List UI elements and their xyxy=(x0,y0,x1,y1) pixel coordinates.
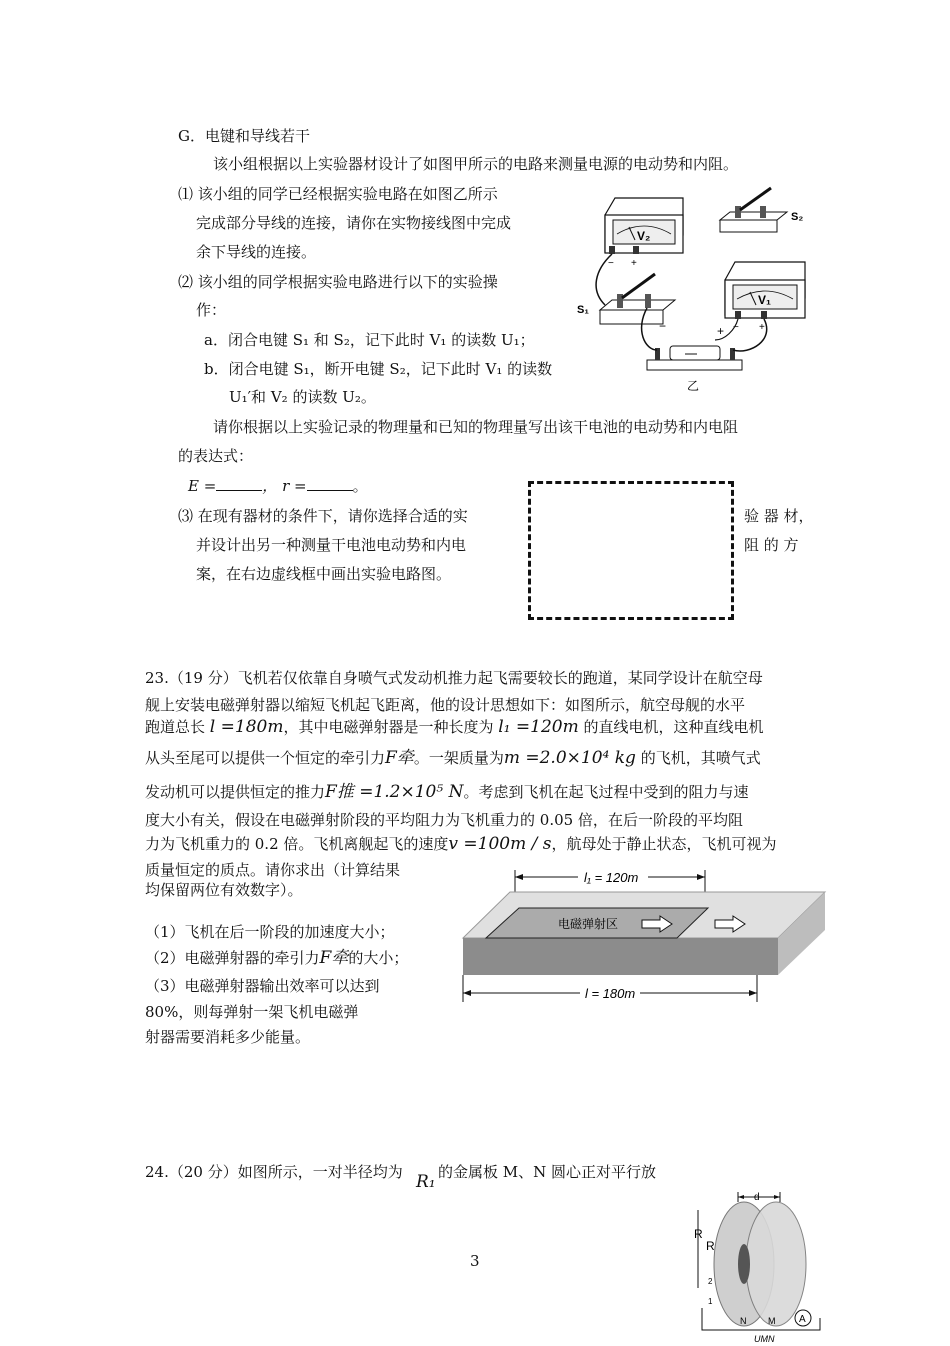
q23-line2: 舰上安装电磁弹射器以缩短飞机起飞距离，他的设计思想如下：如图所示，航空母舰的水平 xyxy=(145,696,746,714)
parallel-plates-figure xyxy=(690,1188,830,1346)
q23-sub2-c: 的大小； xyxy=(348,949,409,967)
q23-line4-c: 。一架质量为 xyxy=(413,749,504,767)
voltage-umn-label: UMN xyxy=(754,1334,775,1344)
battery-minus: − xyxy=(659,319,667,333)
q23-line7-c: ，航母处于静止状态，飞机可视为 xyxy=(551,835,777,853)
q23-line3-e: 的直线电机，这种直线电机 xyxy=(583,718,764,736)
q24-line1-a: 24.（20 分）如图所示，一对半径均为 xyxy=(145,1163,403,1181)
q22-part2-line1: ⑵ 该小组的同学根据实验电路进行以下的实验操 xyxy=(178,273,498,291)
q22-part3-line2: 并设计出另一种测量干电池电动势和内电 xyxy=(196,536,467,554)
radius-label-r: R xyxy=(694,1227,703,1241)
q23-line5-a: 发动机可以提供恒定的推力 xyxy=(145,783,326,801)
q23-line4-a: 从头至尾可以提供一个恒定的牵引力 xyxy=(145,749,386,767)
s1-label: S₁ xyxy=(577,304,589,316)
plate-n-label: N xyxy=(740,1316,747,1326)
q23-sub3-line2: 80%，则每弹射一架飞机电磁弹 xyxy=(145,1003,359,1021)
q22-part3-line1-tail: 验 器 材， xyxy=(744,507,814,525)
q22-part3-line2-tail: 阻 的 方 xyxy=(744,536,799,554)
gap-d-label: d xyxy=(754,1192,760,1203)
q23-sub2-a: （2）电磁弹射器的牵引力 xyxy=(145,949,320,967)
ammeter-label: A xyxy=(799,1314,806,1325)
traction-force-symbol-2: F牵 xyxy=(319,948,349,968)
answer-line-e-r xyxy=(188,476,368,496)
q22-part1-line2: 完成部分导线的连接，请你在实物接线图中完成 xyxy=(196,214,512,232)
q23-line3 xyxy=(145,715,764,739)
q23-line4 xyxy=(145,746,761,770)
q23-line3-c: ，其中电磁弹射器是一种长度为 xyxy=(283,718,494,736)
q24-line1 xyxy=(145,1160,403,1184)
ejection-zone-label: 电磁弹射区 xyxy=(558,917,619,931)
q22-part3-line1: ⑶ 在现有器材的条件下，请你选择合适的实 xyxy=(178,507,468,525)
switch-s1 xyxy=(577,274,675,324)
v2-label: V₂ xyxy=(637,229,651,243)
thrust-formula: F推 =1.2×10⁵ N xyxy=(325,782,464,802)
page-number: 3 xyxy=(470,1252,480,1270)
subscript-1: 1 xyxy=(708,1297,713,1306)
q22-part1-line3: 余下导线的连接。 xyxy=(196,243,317,261)
q23-sub1: （1）飞机在后一阶段的加速度大小； xyxy=(145,923,395,941)
q23-line7 xyxy=(145,832,777,856)
ejector-length-label: l₁ = 120m xyxy=(584,870,639,885)
r-blank[interactable] xyxy=(307,476,353,491)
runway-figure xyxy=(460,860,830,1005)
end-mark: 。 xyxy=(352,477,368,495)
q23-sub3-line1: （3）电磁弹射器输出效率可以达到 xyxy=(145,977,380,995)
q23-line6: 度大小有关，假设在电磁弹射阶段的平均阻力为飞机重力的 0.05 倍，在后一阶段的平均阻 xyxy=(145,811,743,829)
q22-step-b-line1: b．闭合电键 S₁，断开电键 S₂，记下此时 V₁ 的读数 xyxy=(204,360,553,378)
q23-sub3-line3: 射器需要消耗多少能量。 xyxy=(145,1028,311,1046)
radius-r1-symbol: R₁ xyxy=(416,1172,436,1192)
v2-plus: + xyxy=(631,258,637,269)
v1-plus: + xyxy=(759,322,765,333)
q22-part1-line1: ⑴ 该小组的同学已经根据实验电路在如图乙所示 xyxy=(178,185,498,203)
q23-sub2 xyxy=(145,946,408,970)
radius-label-r-inner: R xyxy=(706,1239,715,1253)
figure-caption-yi: 乙 xyxy=(687,379,700,393)
e-label: E = xyxy=(188,477,217,495)
battery-plus: + xyxy=(717,324,725,338)
q22-step-a: a．闭合电键 S₁ 和 S₂，记下此时 V₁ 的读数 U₁； xyxy=(204,331,535,349)
circuit-apparatus-figure xyxy=(575,180,825,395)
q23-line5 xyxy=(145,780,748,804)
plate-m-label: M xyxy=(768,1316,776,1326)
ejector-length-formula: l₁ =120m xyxy=(498,717,579,737)
v1-label: V₁ xyxy=(758,293,771,307)
voltmeter-v2 xyxy=(605,198,683,269)
q22-intro: 该小组根据以上实验器材设计了如图甲所示的电路来测量电源的电动势和内阻。 xyxy=(213,155,739,173)
q22-part2-line2: 作： xyxy=(196,301,227,319)
e-blank[interactable] xyxy=(216,476,262,491)
q24-line1-c: 的金属板 M、N 圆心正对平行放 xyxy=(438,1163,657,1181)
v2-minus: − xyxy=(608,258,614,269)
track-length-formula: l =180m xyxy=(209,717,284,737)
battery-holder xyxy=(647,319,742,393)
circuit-drawing-box[interactable] xyxy=(528,481,734,620)
s2-label: S₂ xyxy=(791,211,804,223)
r-label: ， r = xyxy=(262,477,307,495)
track-length-label: l = 180m xyxy=(585,986,636,1001)
item-g: G．电键和导线若干 xyxy=(178,127,310,145)
q23-line4-e: 的飞机，其喷气式 xyxy=(640,749,761,767)
q23-line8: 质量恒定的质点。请你求出（计算结果 xyxy=(145,861,401,879)
q22-ask-line1: 请你根据以上实验记录的物理量和已知的物理量写出该干电池的电动势和内电阻 xyxy=(213,418,739,436)
q22-ask-line2: 的表达式： xyxy=(178,447,254,465)
q23-line7-a: 力为飞机重力的 0.2 倍。飞机离舰起飞的速度 xyxy=(145,835,449,853)
q23-line1: 23.（19 分）飞机若仅依靠自身喷气式发动机推力起飞需要较长的跑道，某同学设计在航空母 xyxy=(145,669,763,687)
subscript-2: 2 xyxy=(708,1277,713,1286)
v1-minus: − xyxy=(733,322,739,333)
q23-line3-a: 跑道总长 xyxy=(145,718,206,736)
velocity-formula: v =100m / s xyxy=(448,834,552,854)
q22-step-b-line2: U₁′和 V₂ 的读数 U₂。 xyxy=(229,388,376,406)
q23-line5-c: 。考虑到飞机在起飞过程中受到的阻力与速 xyxy=(463,783,749,801)
q22-part3-line3: 案，在右边虚线框中画出实验电路图。 xyxy=(196,565,452,583)
traction-force-symbol: F牵 xyxy=(385,748,414,768)
switch-s2 xyxy=(720,188,803,232)
mass-formula: m =2.0×10⁴ kg xyxy=(503,748,636,768)
q23-line9: 均保留两位有效数字）。 xyxy=(145,881,303,899)
